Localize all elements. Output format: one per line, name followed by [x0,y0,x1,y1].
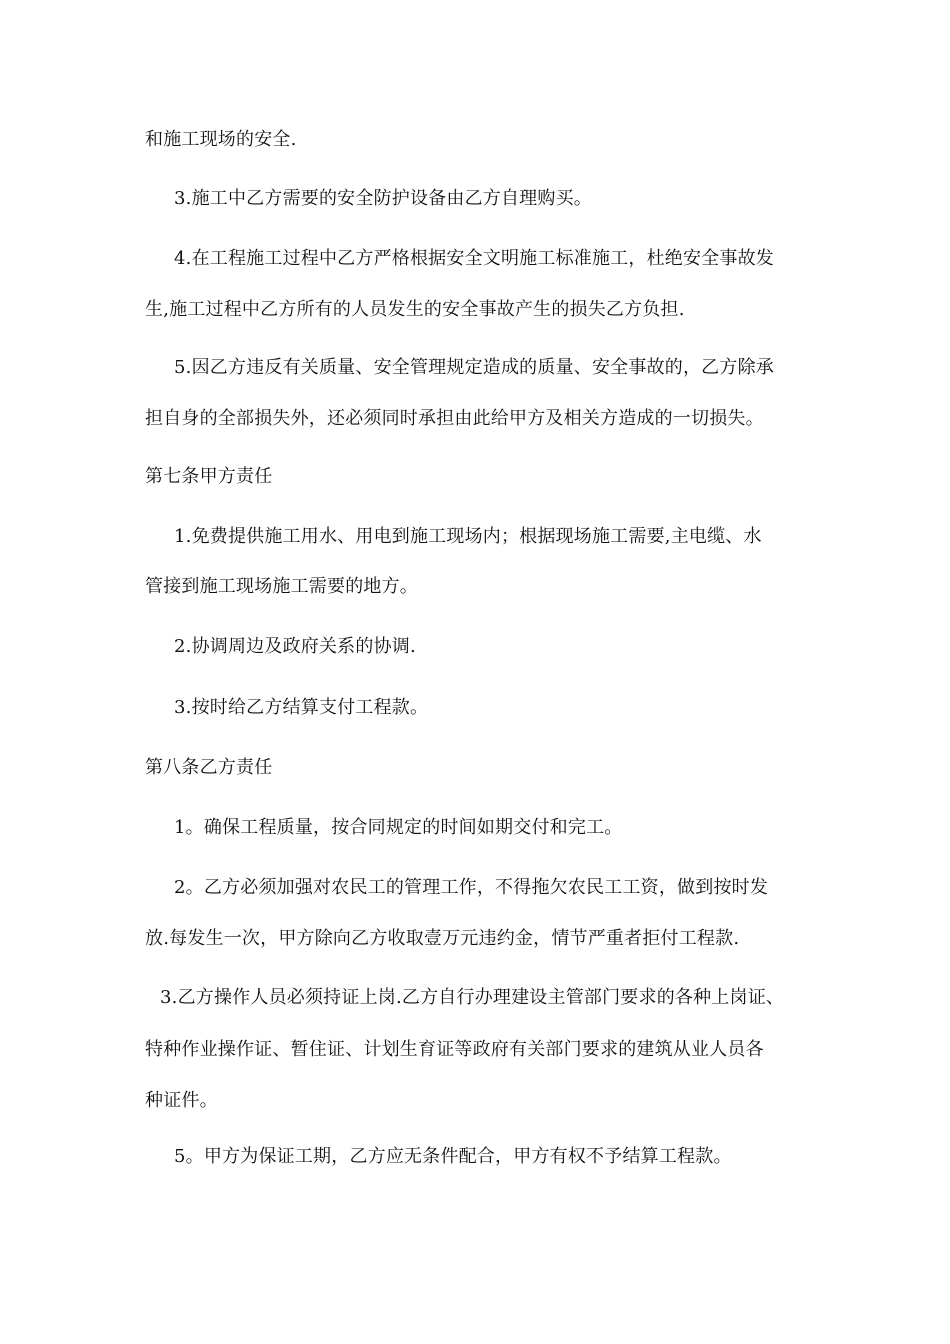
text-line: 和施工现场的安全. [145,129,297,150]
section-heading: 第八条乙方责任 [145,757,273,778]
text-line: 3.按时给乙方结算支付工程款。 [174,697,429,718]
text-line: 2。乙方必须加强对农民工的管理工作，不得拖欠农民工工资，做到按时发 [174,877,769,898]
text-line: 3.乙方操作人员必须持证上岗.乙方自行办理建设主管部门要求的各种上岗证、 [160,987,785,1008]
text-line: 生,施工过程中乙方所有的人员发生的安全事故产生的损失乙方负担. [145,299,685,320]
text-line: 5.因乙方违反有关质量、安全管理规定造成的质量、安全事故的，乙方除承 [174,357,774,378]
text-line: 4.在工程施工过程中乙方严格根据安全文明施工标准施工，杜绝安全事故发 [174,248,774,269]
text-line: 种证件。 [145,1090,218,1111]
text-line: 1。确保工程质量，按合同规定的时间如期交付和完工。 [174,817,623,838]
text-line: 特种作业操作证、暂住证、计划生育证等政府有关部门要求的建筑从业人员各 [145,1039,764,1060]
text-line: 2.协调周边及政府关系的协调. [174,636,416,657]
text-line: 1.免费提供施工用水、用电到施工现场内；根据现场施工需要,主电缆、水 [174,526,762,547]
text-line: 3.施工中乙方需要的安全防护设备由乙方自理购买。 [174,188,592,209]
section-heading: 第七条甲方责任 [145,466,273,487]
text-line: 管接到施工现场施工需要的地方。 [145,576,418,597]
text-line: 担自身的全部损失外，还必须同时承担由此给甲方及相关方造成的一切损失。 [145,408,764,429]
text-line: 放.每发生一次，甲方除向乙方收取壹万元违约金，情节严重者拒付工程款. [145,928,740,949]
text-line: 5。甲方为保证工期，乙方应无条件配合，甲方有权不予结算工程款。 [174,1146,732,1167]
